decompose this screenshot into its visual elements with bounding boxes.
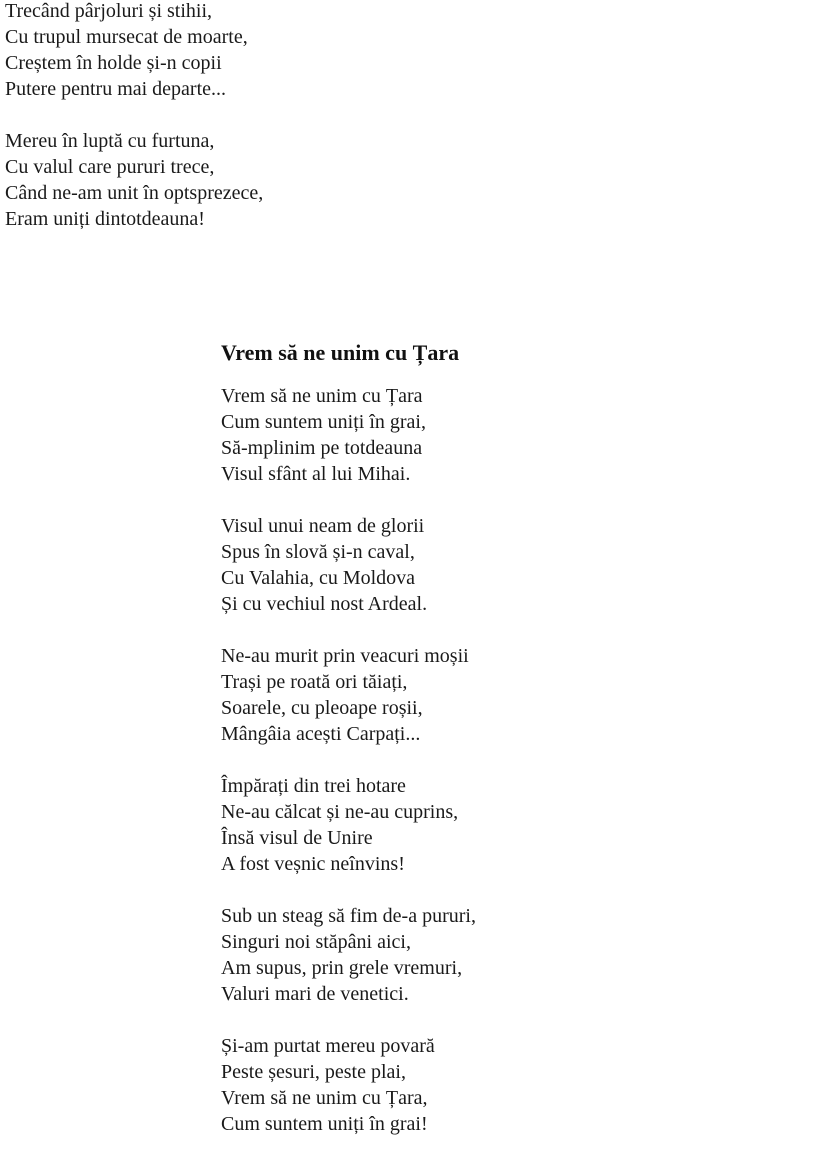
poem-line: Când ne-am unit în optsprezece,: [5, 182, 264, 204]
stanza: [221, 773, 476, 877]
poem-line: Mângâia acești Carpați...: [221, 723, 421, 745]
poem-line: Sub un steag să fim de-a pururi,: [221, 905, 476, 927]
poem-line: Cu Valahia, cu Moldova: [221, 567, 416, 589]
poem-line: Cum suntem uniți în grai!: [221, 1113, 428, 1135]
stanza: [5, 0, 263, 102]
poem-line: Vrem să ne unim cu Țara,: [221, 1087, 428, 1109]
poem-line: Peste șesuri, peste plai,: [221, 1061, 406, 1083]
poem-line: Singuri noi stăpâni aici,: [221, 931, 411, 953]
poem-line: Visul sfânt al lui Mihai.: [221, 463, 411, 485]
poem-line: Vrem să ne unim cu Țara: [221, 385, 423, 407]
stanza: [221, 513, 476, 617]
poem-line: Cu valul care pururi trece,: [5, 156, 215, 178]
poem-line: Valuri mari de venetici.: [221, 983, 409, 1005]
poem-line: Putere pentru mai departe...: [5, 78, 227, 100]
poem-line: Și cu vechiul nost Ardeal.: [221, 593, 428, 615]
poem-line: Spus în slovă și-n caval,: [221, 541, 415, 563]
poem-line: Mereu în luptă cu furtuna,: [5, 130, 215, 152]
poem-line: Și-am purtat mereu povară: [221, 1035, 435, 1057]
poem-line: Trecând pârjoluri și stihii,: [5, 0, 213, 22]
stanza: [221, 383, 476, 487]
stanza: [221, 643, 476, 747]
poem-line: Cum suntem uniți în grai,: [221, 411, 426, 433]
stanza: [221, 1033, 476, 1137]
poem-line: Ne-au călcat și ne-au cuprins,: [221, 801, 459, 823]
poem-line: Visul unui neam de glorii: [221, 515, 425, 537]
poem-line: A fost veșnic neînvins!: [221, 853, 405, 875]
poem-line: Împărați din trei hotare: [221, 775, 406, 797]
poem-title: Vrem să ne unim cu Țara: [221, 340, 460, 365]
poem-line: Eram uniți dintotdeauna!: [5, 208, 205, 230]
poem-line: Cu trupul mursecat de moarte,: [5, 26, 248, 48]
poem: [221, 339, 476, 1137]
poem-line: Am supus, prin grele vremuri,: [221, 957, 463, 979]
stanza: [5, 128, 263, 232]
previous-poem-ending: [5, 0, 263, 232]
stanza: [221, 903, 476, 1007]
poem-line: Să-mplinim pe totdeauna: [221, 437, 423, 459]
poem-line: Soarele, cu pleoape roșii,: [221, 697, 423, 719]
poem-line: Însă visul de Unire: [221, 827, 373, 849]
poem-line: Ne-au murit prin veacuri moșii: [221, 645, 469, 667]
poem-line: Creștem în holde și-n copii: [5, 52, 222, 74]
poem-line: Trași pe roată ori tăiați,: [221, 671, 408, 693]
